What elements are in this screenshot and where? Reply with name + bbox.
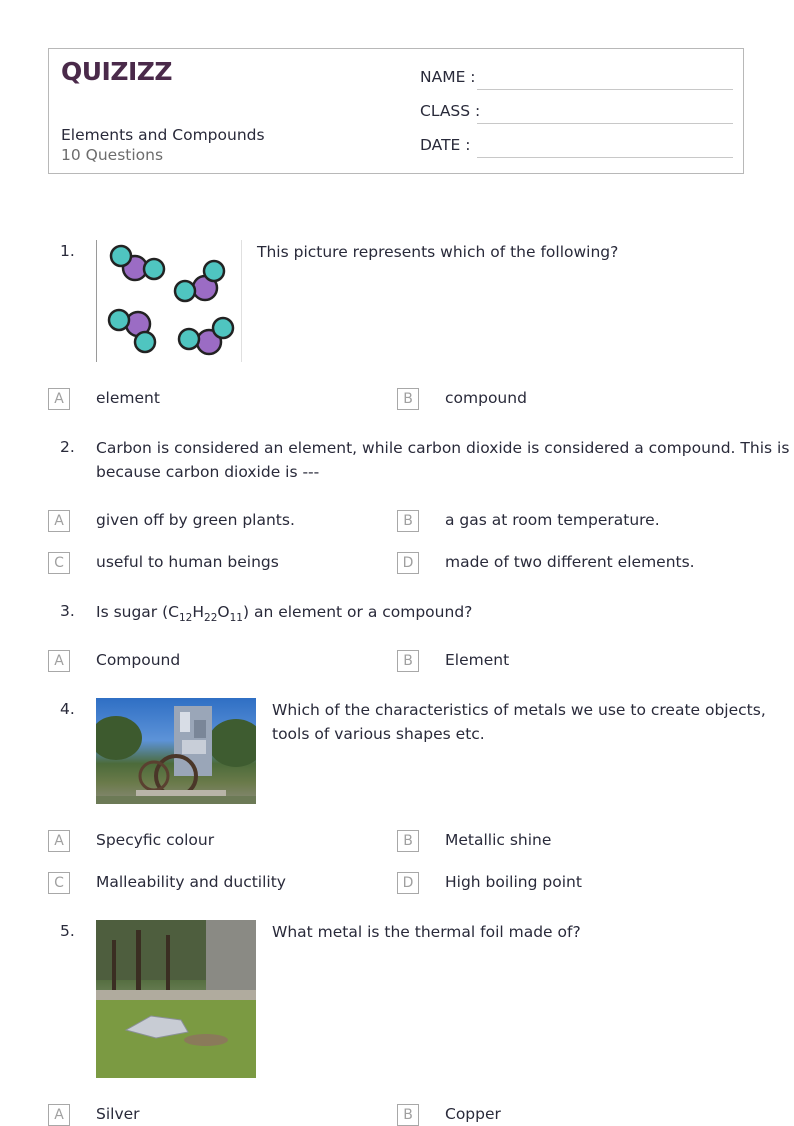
option-text: Malleability and ductility <box>96 873 286 891</box>
option-text: Element <box>445 651 510 669</box>
option-letter-box[interactable]: B <box>397 830 419 852</box>
option-text: made of two different elements. <box>445 553 695 571</box>
option-letter-box[interactable]: A <box>48 388 70 410</box>
option-letter-box[interactable]: C <box>48 872 70 894</box>
question-number: 5. <box>60 922 75 940</box>
class-line[interactable] <box>477 123 733 124</box>
question-text: What metal is the thermal foil made of? <box>272 923 581 941</box>
worksheet-header <box>48 48 744 174</box>
metal-sculpture-photo <box>96 698 256 804</box>
option-text: element <box>96 389 160 407</box>
question-text-line1: Carbon is considered an element, while carbon dioxide is considered a compound. This is <box>96 439 790 457</box>
option-text: Compound <box>96 651 181 669</box>
question-text: Is sugar $(C_{12}H_{22}O_{11})$ an element or a compound? <box>96 603 473 625</box>
sculpture-photo-content <box>96 698 256 804</box>
option-text: Silver <box>96 1105 140 1123</box>
date-label: DATE : <box>420 136 471 154</box>
option-letter-box[interactable]: B <box>397 388 419 410</box>
worksheet-title: Elements and Compounds <box>61 126 265 144</box>
thermal-foil-photo <box>96 920 256 1078</box>
option-letter-box[interactable]: D <box>397 872 419 894</box>
option-letter-box[interactable]: A <box>48 1104 70 1126</box>
option-text: given off by green plants. <box>96 511 295 529</box>
foil-photo-content <box>96 920 256 1078</box>
question-number: 2. <box>60 438 75 456</box>
question-text: This picture represents which of the following? <box>257 243 619 261</box>
question-text-line2: tools of various shapes etc. <box>272 725 485 743</box>
option-text: Specyfic colour <box>96 831 215 849</box>
option-text: useful to human beings <box>96 553 279 571</box>
option-letter-box[interactable]: A <box>48 830 70 852</box>
molecules-image <box>96 240 242 362</box>
class-label: CLASS : <box>420 102 481 120</box>
question-text-line1: Which of the characteristics of metals we use to create objects, <box>272 701 766 719</box>
question-text-line2: because carbon dioxide is --- <box>96 463 320 481</box>
molecules-illustration <box>97 240 241 362</box>
question-number: 4. <box>60 700 75 718</box>
quizizz-logo: QUIZIZZ <box>61 57 173 86</box>
option-text: Metallic shine <box>445 831 552 849</box>
option-text: High boiling point <box>445 873 582 891</box>
option-letter-box[interactable]: D <box>397 552 419 574</box>
option-text: a gas at room temperature. <box>445 511 660 529</box>
question-number: 1. <box>60 242 75 260</box>
option-letter-box[interactable]: C <box>48 552 70 574</box>
option-letter-box[interactable]: A <box>48 650 70 672</box>
option-letter-box[interactable]: B <box>397 510 419 532</box>
option-letter-box[interactable]: B <box>397 1104 419 1126</box>
question-number: 3. <box>60 602 75 620</box>
question-count: 10 Questions <box>61 146 164 164</box>
option-text: Copper <box>445 1105 501 1123</box>
date-line[interactable] <box>477 157 733 158</box>
option-text: compound <box>445 389 527 407</box>
option-letter-box[interactable]: B <box>397 650 419 672</box>
name-label: NAME : <box>420 68 476 86</box>
name-line[interactable] <box>477 89 733 90</box>
option-letter-box[interactable]: A <box>48 510 70 532</box>
